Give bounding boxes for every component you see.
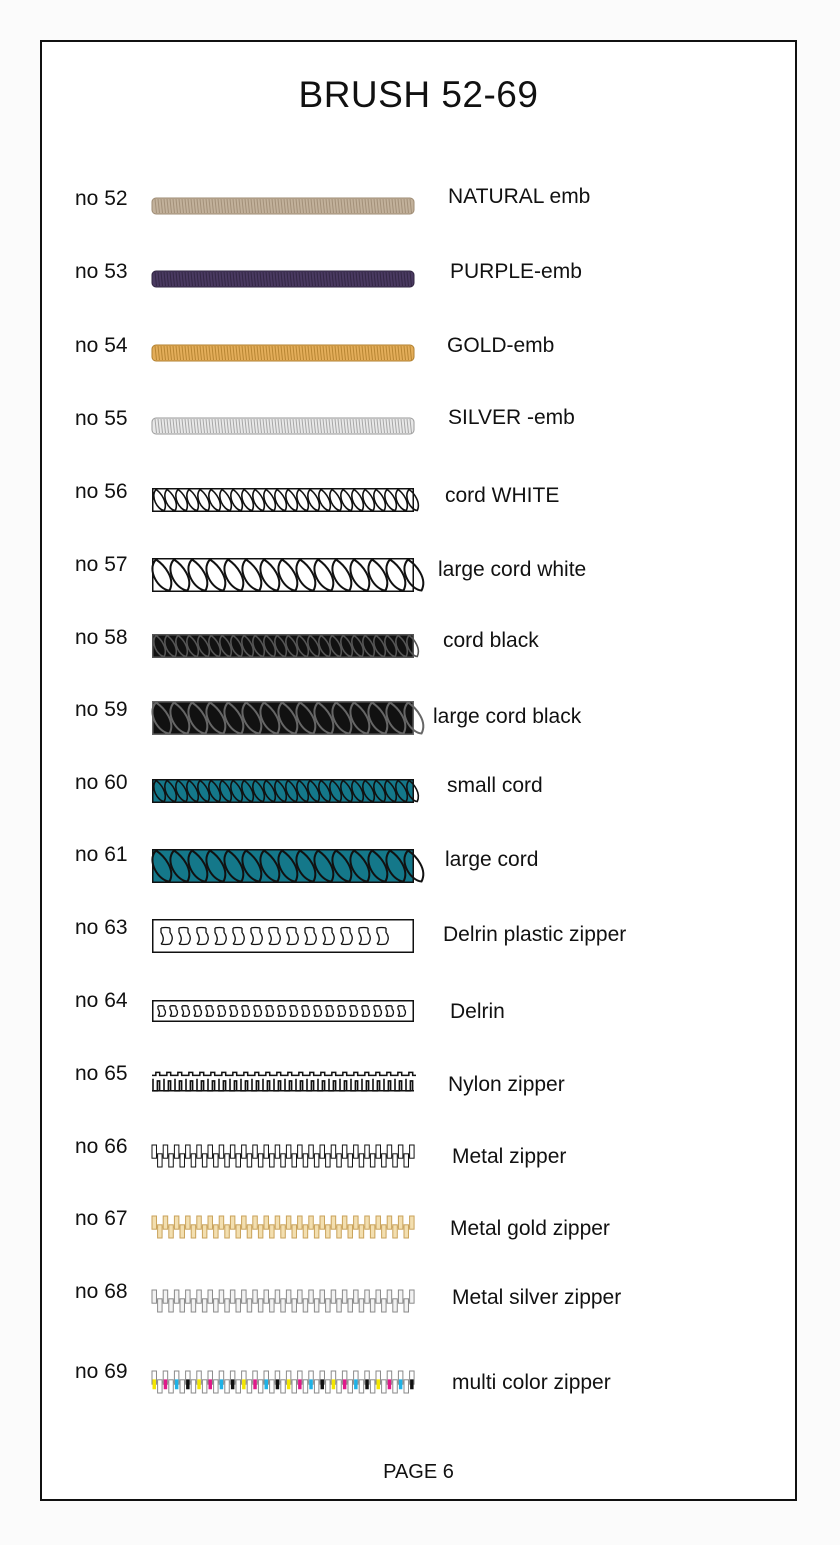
brush-row — [42, 771, 795, 831]
brush-number: no 65 — [75, 1062, 128, 1085]
brush-name: cord black — [443, 629, 539, 652]
brush-name: SILVER -emb — [448, 406, 575, 429]
page-title: BRUSH 52-69 — [298, 74, 539, 115]
brush-swatch — [152, 1071, 414, 1093]
brush-row — [42, 260, 795, 320]
brush-row — [42, 1360, 795, 1420]
brush-number: no 64 — [75, 989, 128, 1012]
brush-name: Nylon zipper — [448, 1073, 565, 1096]
brush-number: no 60 — [75, 771, 128, 794]
brush-row — [42, 989, 795, 1049]
brush-name: Metal zipper — [452, 1145, 567, 1168]
brush-number: no 53 — [75, 260, 128, 283]
brush-name: large cord — [445, 848, 539, 871]
brush-row — [42, 1135, 795, 1195]
brush-swatch — [152, 634, 414, 658]
brush-row — [42, 843, 795, 903]
brush-number: no 68 — [75, 1280, 128, 1303]
brush-row — [42, 1062, 795, 1122]
brush-row — [42, 480, 795, 540]
brush-row — [42, 1207, 795, 1267]
brush-row — [42, 187, 795, 247]
brush-swatch — [152, 849, 414, 883]
brush-row — [42, 334, 795, 394]
brush-number: no 69 — [75, 1360, 128, 1383]
brush-swatch — [152, 1290, 414, 1312]
brush-number: no 59 — [75, 698, 128, 721]
brush-row — [42, 1280, 795, 1340]
brush-row — [42, 553, 795, 613]
brush-swatch — [152, 558, 414, 592]
brush-name: large cord white — [438, 558, 587, 581]
brush-row — [42, 916, 795, 976]
brush-swatch — [152, 1216, 414, 1238]
brush-swatch — [152, 344, 414, 362]
brush-name: Metal gold zipper — [450, 1217, 610, 1240]
brush-number: no 58 — [75, 626, 128, 649]
brush-row — [42, 407, 795, 467]
brush-name: cord WHITE — [445, 484, 560, 507]
brush-swatch — [152, 779, 414, 803]
brush-number: no 61 — [75, 843, 128, 866]
brush-swatch — [152, 1000, 414, 1022]
brush-number: no 55 — [75, 407, 128, 430]
brush-name: Delrin — [450, 1000, 505, 1023]
brush-number: no 66 — [75, 1135, 128, 1158]
brush-swatch — [152, 417, 414, 435]
brush-row — [42, 626, 795, 686]
brush-number: no 63 — [75, 916, 128, 939]
brush-name: small cord — [447, 774, 543, 797]
brush-name: multi color zipper — [452, 1371, 611, 1394]
brush-name: Delrin plastic zipper — [443, 923, 627, 946]
brush-name: NATURAL emb — [448, 185, 591, 208]
brush-name: GOLD-emb — [447, 334, 555, 357]
brush-swatch — [152, 701, 414, 735]
brush-number: no 56 — [75, 480, 128, 503]
brush-number: no 52 — [75, 187, 128, 210]
brush-swatch — [152, 1371, 414, 1393]
brush-swatch — [152, 270, 414, 288]
brush-sheet — [40, 40, 797, 1501]
brush-swatch — [152, 197, 414, 215]
brush-name: large cord black — [433, 705, 582, 728]
brush-swatch — [152, 1145, 414, 1167]
brush-name: PURPLE-emb — [450, 260, 582, 283]
brush-swatch — [152, 919, 414, 953]
brush-swatch — [152, 488, 414, 512]
brush-number: no 67 — [75, 1207, 128, 1230]
brush-number: no 54 — [75, 334, 128, 357]
brush-row — [42, 698, 795, 758]
brush-number: no 57 — [75, 553, 128, 576]
brush-name: Metal silver zipper — [452, 1286, 622, 1309]
page-number: PAGE 6 — [383, 1461, 454, 1483]
